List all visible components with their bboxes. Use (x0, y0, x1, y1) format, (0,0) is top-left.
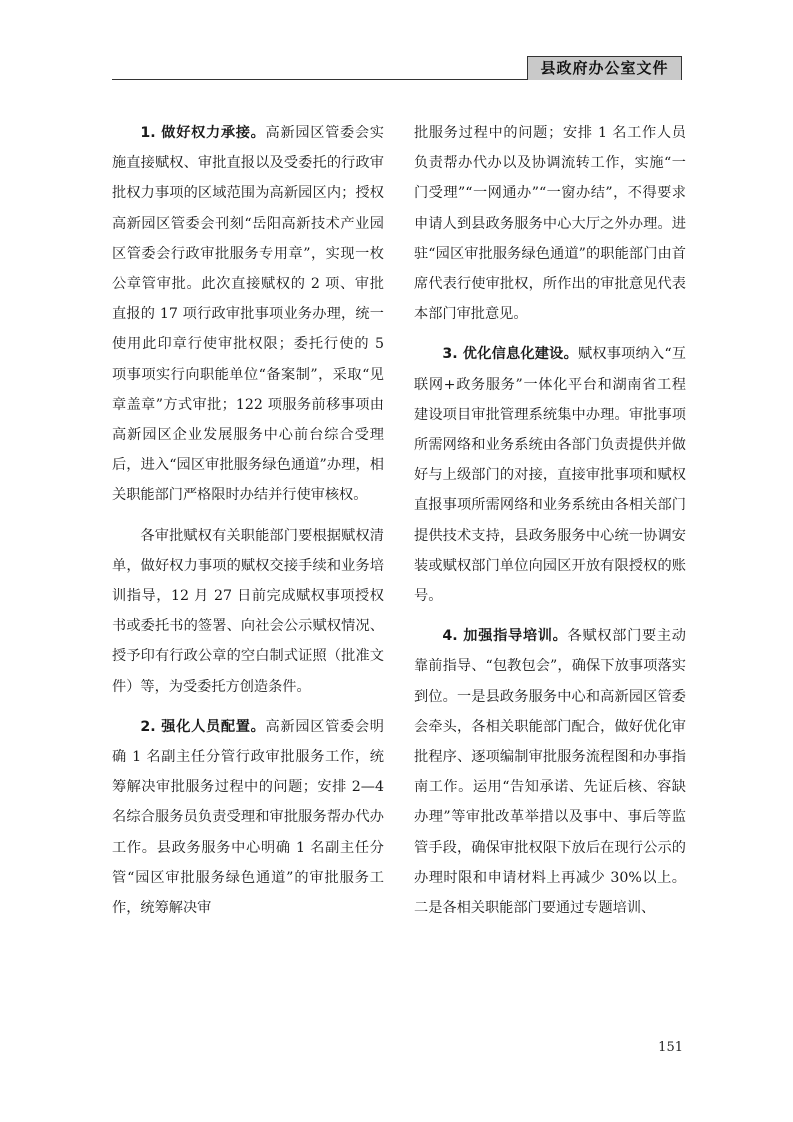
paragraph-body: 各审批赋权有关职能部门要根据赋权清单，做好权力事项的赋权交接手续和业务培训指导，12 月 27 日前完成赋权事项授权书或委托书的签署、向社会公示赋权情况、授予印有行政公章的空白制式证照（批准文件）等，为受委托方创造条件。 (112, 527, 384, 695)
paragraph-guidance-training (414, 621, 686, 923)
paragraph-lead: 3. 优化信息化建设。 (442, 346, 578, 363)
paragraph-lead: 2. 强化人员配置。 (140, 718, 266, 735)
page-number: 151 (658, 1040, 683, 1055)
paragraph-body: 高新园区管委会明确 1 名副主任分管行政审批服务工作，统筹解决审批服务过程中的问题；安排 2—4 名综合服务员负责受理和审批服务帮办代办工作。县政务服务中心明确 1 名副主任分管“园区审批服务绿色通道”的审批服务工作，统筹解决审 (112, 718, 384, 917)
paragraph-power-takeover (112, 118, 384, 511)
paragraph-informatization (414, 339, 686, 611)
paragraph-authorization-handover (112, 521, 384, 702)
paragraph-lead: 1. 做好权力承接。 (140, 125, 266, 141)
paragraph-lead: 4. 加强指导培训。 (442, 628, 568, 645)
right-column (414, 118, 686, 933)
paragraph-staffing (112, 712, 384, 923)
paragraph-staffing-continued (414, 118, 686, 329)
paragraph-body: 高新园区管委会实施直接赋权、审批直报以及受委托的行政审批权力事项的区域范围为高新园区内；授权高新园区管委会刊刻“岳阳高新技术产业园区管委会行政审批服务专用章”，实现一枚公章管审批。此次直接赋权的 2 项、审批直报的 17 项行政审批事项业务办理，统一使用此印章行使审批权限；委托行使的 5 项事项实行向职能单位“备案制”，采取“见章盖章”方式审批；122 项服务前移事项由高新园区企业发展服务中心前台综合受理后，进入“园区审批服务绿色通道”办理，相关职能部门严格限时办结并行使审核权。 (112, 125, 384, 504)
document-header-title: 县政府办公室文件 (527, 56, 682, 80)
left-column (112, 118, 384, 933)
paragraph-body: 各赋权部门要主动靠前指导、“包教包会”，确保下放事项落实到位。一是县政务服务中心和高新园区管委会牵头，各相关职能部门配合，做好优化审批程序、逐项编制审批服务流程图和办事指南工作。运用“告知承诺、先证后核、容缺办理”等审批改革举措以及事中、事后等监管手段，确保审批权限下放后在现行公示的办理时限和申请材料上再减少 30%以上。二是各相关职能部门要通过专题培训、 (414, 628, 686, 917)
paragraph-body: 赋权事项纳入“互联网+政务服务”一体化平台和湖南省工程建设项目审批管理系统集中办理。审批事项所需网络和业务系统由各部门负责提供并做好与上级部门的对接，直接审批事项和赋权直报事项所需网络和业务系统由各相关部门提供技术支持，县政务服务中心统一协调安装或赋权部门单位向园区开放有限授权的账号。 (414, 346, 686, 605)
paragraph-body: 批服务过程中的问题；安排 1 名工作人员负责帮办代办以及协调流转工作，实施“一门受理”“一网通办”“一窗办结”，不得要求申请人到县政务服务中心大厅之外办理。进驻“园区审批服务绿色通道”的职能部门由首席代表行使审批权，所作出的审批意见代表本部门审批意见。 (414, 125, 686, 323)
